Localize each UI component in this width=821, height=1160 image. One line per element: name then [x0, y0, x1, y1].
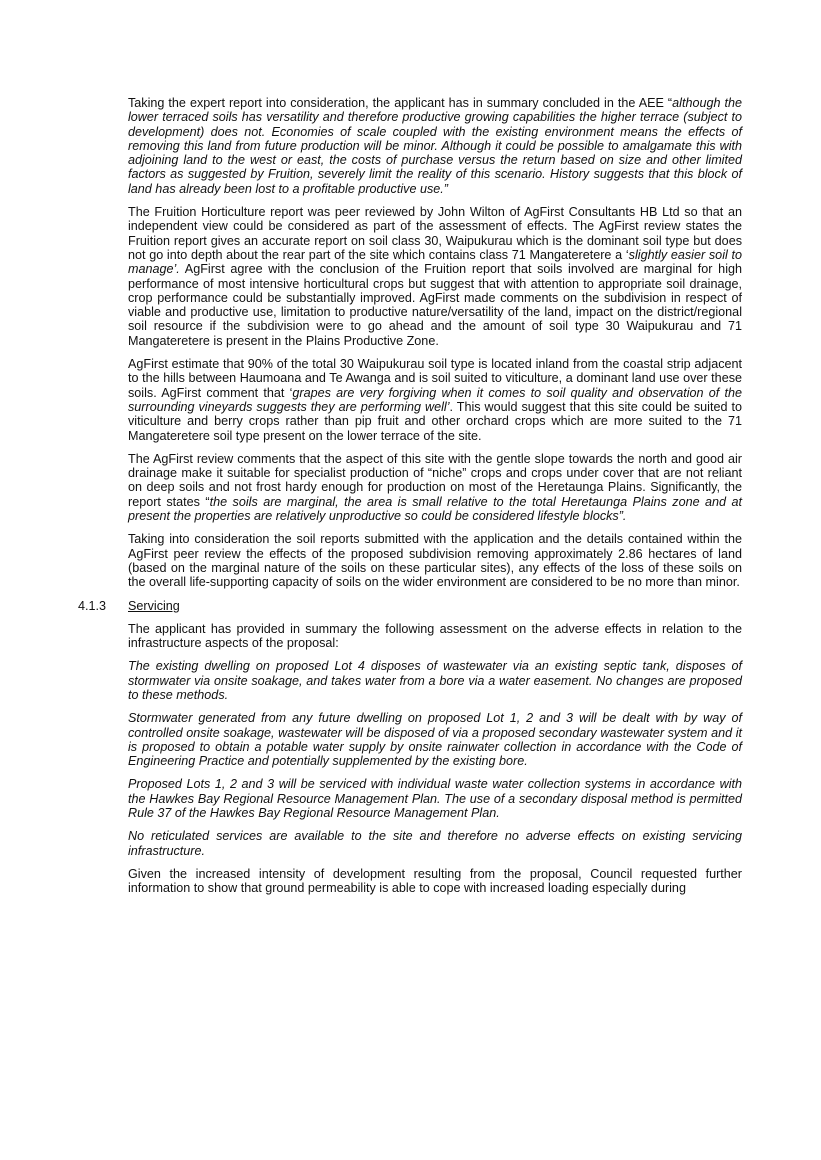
- body-paragraph: [128, 452, 742, 523]
- paragraph-text: Given the increased intensity of development resulting from the proposal, Council requested further information to show that ground permeability is able to cope with increased loading especially during: [128, 866, 742, 896]
- quoted-text: No reticulated services are available to the site and therefore no adverse effects on existing servicing infrastructure.: [128, 829, 742, 858]
- body-paragraph: [128, 867, 742, 896]
- body-paragraph: [128, 659, 742, 702]
- paragraph-text: AgFirst agree with the conclusion of the Fruition report that soils involved are marginal for high performance of most intensive horticultural crops but suggest that with attention to appropriate soil drainage, crop performance could be substantially improved. AgFirst made comments on the subdivision in respect of viable and productive use, limitation to productive nature/versatility of the land, impact on the district/regional soil resource if the subdivision were to go ahead and the amount of soil type 30 Waipukurau and 71 Mangateretere is present in the Plains Productive Zone.: [128, 262, 742, 348]
- body-paragraph: [128, 96, 742, 196]
- quoted-text: Proposed Lots 1, 2 and 3 will be serviced with individual waste water collection systems in accordance with the Hawkes Bay Regional Resource Management Plan. The use of a secondary disposal method is permitted Rule 37 of the Hawkes Bay Regional Resource Management Plan.: [128, 777, 742, 821]
- body-paragraph: [128, 829, 742, 858]
- body-paragraph: [128, 777, 742, 820]
- servicing-paragraphs: [128, 622, 742, 896]
- body-paragraph: [128, 622, 742, 651]
- paragraph-text: Taking the expert report into consideration, the applicant has in summary concluded in the AEE “: [128, 96, 673, 110]
- quoted-text: the soils are marginal, the area is small relative to the total Heretaunga Plains zone and at present the properties are relatively unproductive so could be considered lifestyle blocks”.: [128, 494, 742, 524]
- body-paragraph: [128, 711, 742, 768]
- quoted-text: grapes are very forgiving when it comes to soil quality and observation of the surrounding vineyards suggests they are performing well’: [128, 385, 742, 414]
- quoted-text: The existing dwelling on proposed Lot 4 disposes of wastewater via an existing septic tank, disposes of stormwater via onsite soakage, and takes water from a bore via a water easement. No changes are proposed to these methods.: [128, 659, 742, 702]
- paragraph-text: Taking into consideration the soil reports submitted with the application and the details contained within the AgFirst peer review the effects of the proposed subdivision removing approximately 2.86 hectares of land (based on the marginal nature of the soils on these particular sites), any effects of the loss of these soils on the overall life-supporting capacity of soils on the wider environment are considered to be no more than minor.: [128, 532, 742, 590]
- section-heading: [78, 598, 742, 613]
- section-number: 4.1.3: [78, 598, 107, 613]
- body-paragraph: [128, 532, 742, 589]
- quoted-text: slightly easier soil to manage’.: [128, 247, 742, 277]
- paragraph-text: The AgFirst review comments that the aspect of this site with the gentle slope towards the north and good air drainage make it suitable for specialist production of “niche” crops and crops under cover that are not reliant on deep soils and not frost hardy enough for production on most of the Heretaunga Plains. Significantly, the report states “: [128, 451, 742, 509]
- paragraph-text: The applicant has provided in summary the following assessment on the adverse effects in relation to the infrastructure aspects of the proposal:: [128, 621, 742, 651]
- paragraph-text: . This would suggest that this site could be suited to viticulture and berry crops rather than pip fruit and other orchard crops which are more suited to the 71 Mangateretere soil type present on the lower terrace of the site.: [128, 399, 742, 443]
- paragraph-text: The Fruition Horticulture report was peer reviewed by John Wilton of AgFirst Consultants HB Ltd so that an independent view could be considered as part of the assessment of effects. The AgFirst review states the Fruition report gives an accurate report on soil class 30, Waipukurau which is the dominant soil type but does not go into depth about the rear part of the site which contains class 71 Mangateretere a ‘: [128, 205, 742, 262]
- paragraph-text: AgFirst estimate that 90% of the total 30 Waipukurau soil type is located inland from the coastal strip adjacent to the hills between Haumoana and Te Awanga and is soil suited to viticulture, a dominant land use over these soils. AgFirst comment that ‘: [128, 357, 742, 400]
- document-body: [78, 96, 742, 905]
- body-paragraph: [128, 205, 742, 348]
- quoted-text: Stormwater generated from any future dwelling on proposed Lot 1, 2 and 3 will be dealt with by way of controlled onsite soakage, wastewater will be disposed of via a proposed secondary wastewater system and it is proposed to obtain a potable water supply by onsite rainwater collection in accordance with the Code of Engineering Practice and potentially supplemented by the existing bore.: [128, 711, 742, 769]
- section-title: Servicing: [128, 598, 180, 613]
- quoted-text: although the lower terraced soils has versatility and therefore productive growing capabilities the higher terrace (subject to development) does not. Economies of scale coupled with the existing environment means the effects of removing this land from future production will be minor. Although it could be possible to amalgamate this with adjoining land to the west or east, the costs of purchase versus the return based on size and other limited factors as suggested by Fruition, severely limit the reality of this scenario. History suggests that this block of land has already been lost to a profitable productive use.”: [128, 96, 742, 196]
- body-paragraph: [128, 357, 742, 443]
- soil-assessment-paragraphs: [128, 96, 742, 590]
